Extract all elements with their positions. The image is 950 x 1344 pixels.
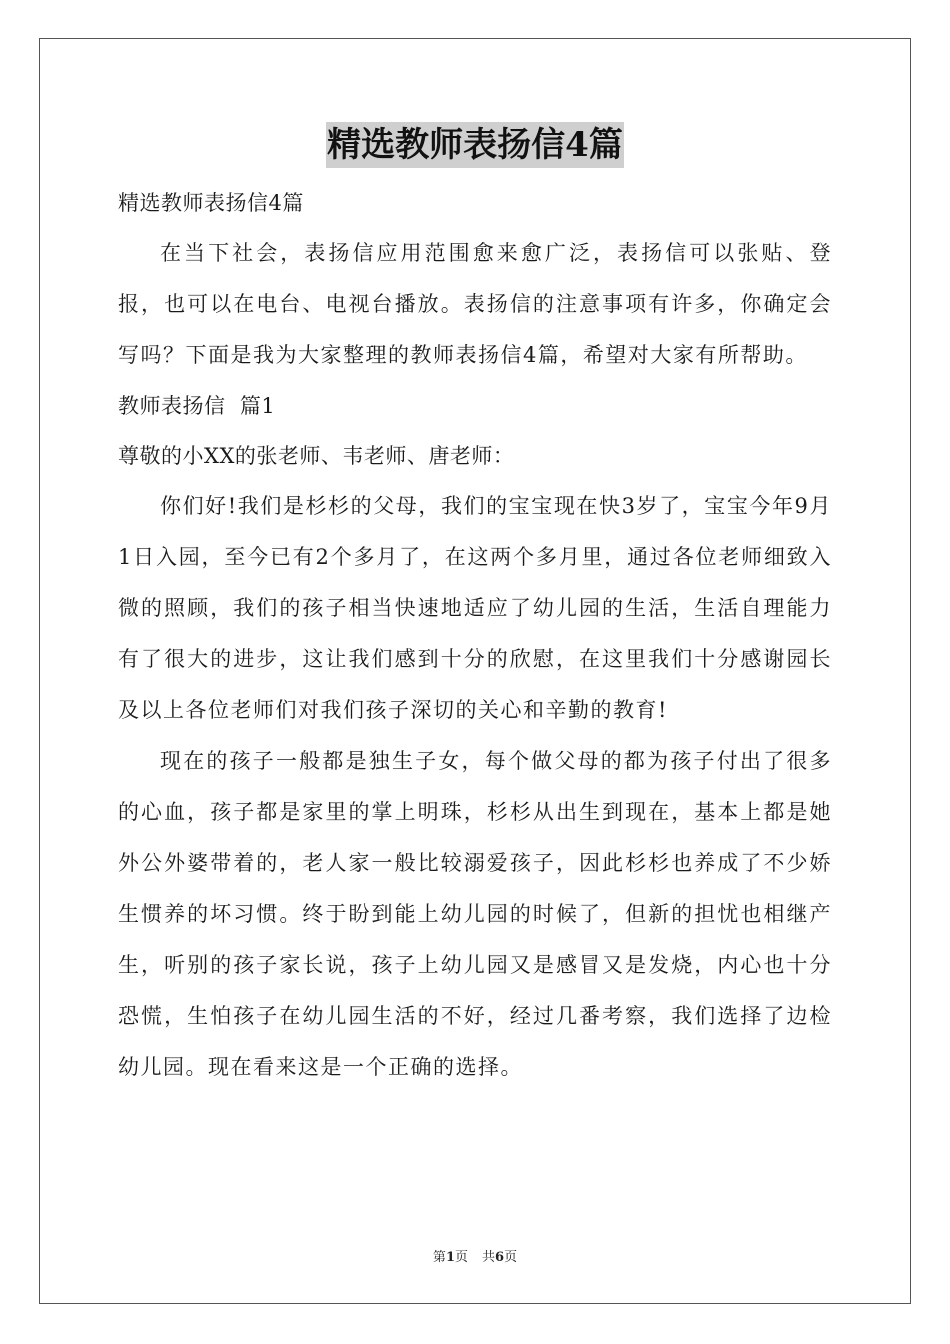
letter-paragraph-2: 现在的孩子一般都是独生子女，每个做父母的都为孩子付出了很多的心血，孩子都是家里的掌上明珠，杉杉从出生到现在，基本上都是她外公外婆带着的，老人家一般比较溺爱孩子，因此杉杉也养成了不少娇生惯养的坏习惯。终于盼到能上幼儿园的时候了，但新的担忧也相继产生，听别的孩子家长说，孩子上幼儿园又是感冒又是发烧，内心也十分恐慌，生怕孩子在幼儿园生活的不好，经过几番考察，我们选择了边检幼儿园。现在看来这是一个正确的选择。 <box>118 749 832 1079</box>
page-current: 1 <box>445 1250 455 1265</box>
section-heading: 教师表扬信 篇1 <box>118 394 276 418</box>
document-body <box>118 178 832 1093</box>
title-wrap <box>0 122 950 168</box>
total-prefix: 共 <box>482 1250 496 1265</box>
page-footer <box>0 1246 950 1265</box>
salutation: 尊敬的小XX的张老师、韦老师、唐老师： <box>118 444 515 468</box>
letter-paragraph-1: 你们好!我们是杉杉的父母，我们的宝宝现在快3岁了，宝宝今年9月1日入园，至今已有2个多月了，在这两个多月里，通过各位老师细致入微的照顾，我们的孩子相当快速地适应了幼儿园的生活，生活自理能力有了很大的进步，这让我们感到十分的欣慰，在这里我们十分感谢园长及以上各位老师们对我们孩子深切的关心和辛勤的教育! <box>118 494 832 722</box>
intro-paragraph: 在当下社会，表扬信应用范围愈来愈广泛，表扬信可以张贴、登报，也可以在电台、电视台播放。表扬信的注意事项有许多，你确定会写吗？下面是我为大家整理的教师表扬信4篇，希望对大家有所帮助。 <box>118 241 832 367</box>
document-title: 精选教师表扬信4篇 <box>326 122 624 168</box>
document-subtitle: 精选教师表扬信4篇 <box>118 191 304 215</box>
total-suffix: 页 <box>504 1250 518 1265</box>
page-prefix: 第 <box>432 1250 446 1265</box>
page-total: 6 <box>495 1250 505 1265</box>
page-suffix: 页 <box>454 1250 468 1265</box>
